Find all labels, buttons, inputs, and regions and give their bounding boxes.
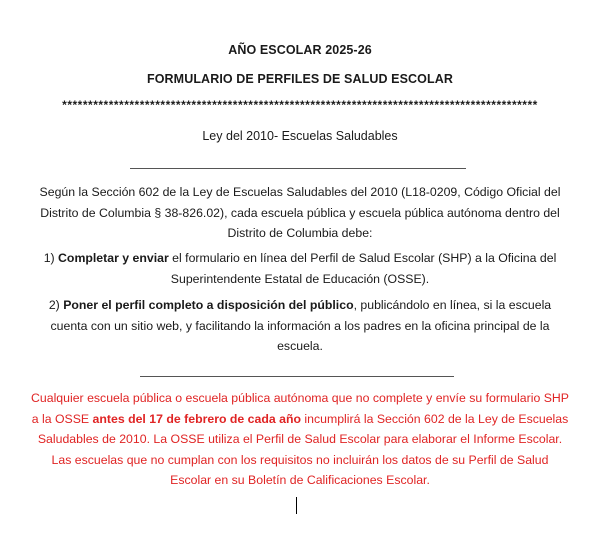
school-year-heading: AÑO ESCOLAR 2025-26 bbox=[228, 43, 372, 57]
intro-paragraph: Según la Sección 602 de la Ley de Escuelas Saludables del 2010 (L18-0209, Código Oficial del Distrito de Columbia § 38-826.02), cada escuela pública y escuela pública autónoma dentro del Distrito de Columbia debe: bbox=[39, 185, 561, 240]
requirement-2-number: 2) bbox=[48, 298, 60, 312]
notice-text-start: Cualquier escuela pública o escuela pública autónoma que no complete y envíe su formulario SHP a la OSSE bbox=[31, 391, 569, 426]
requirement-1-text: el formulario en línea del Perfil de Salud Escolar (SHP) a la Oficina del Superintendente Estatal de Educación (OSSE). bbox=[168, 251, 557, 286]
requirement-1-number: 1) bbox=[43, 251, 55, 265]
bottom-divider bbox=[140, 376, 454, 377]
top-divider bbox=[130, 168, 466, 169]
law-subtitle: Ley del 2010- Escuelas Saludables bbox=[202, 129, 398, 143]
text-cursor[interactable] bbox=[296, 497, 297, 514]
notice-text-end: incumplirá la Sección 602 de la Ley de Escuelas Saludables de 2010. La OSSE utiliza el Perfil de Salud Escolar para elaborar el Informe Escolar. Las escuelas que no cumplan con los requisitos no incluirán los datos de su Perfil de Salud Escolar en su Boletín de Calificaciones Escolar. bbox=[37, 411, 569, 487]
requirement-2 bbox=[40, 295, 560, 357]
requirement-2-bold: Poner el perfil completo a disposición del público bbox=[63, 298, 354, 312]
requirement-1-bold: Completar y enviar bbox=[58, 251, 169, 265]
notice-deadline: antes del 17 de febrero de cada año bbox=[92, 411, 301, 426]
form-title: FORMULARIO DE PERFILES DE SALUD ESCOLAR bbox=[147, 72, 453, 86]
asterisk-separator: ******************************************************************************************** bbox=[62, 98, 538, 112]
deadline-notice bbox=[30, 388, 570, 491]
requirement-1 bbox=[32, 248, 568, 289]
requirement-2-text: , publicándolo en línea, si la escuela cuenta con un sitio web, y facilitando la información a los padres en la oficina principal de la escuela. bbox=[50, 298, 552, 353]
